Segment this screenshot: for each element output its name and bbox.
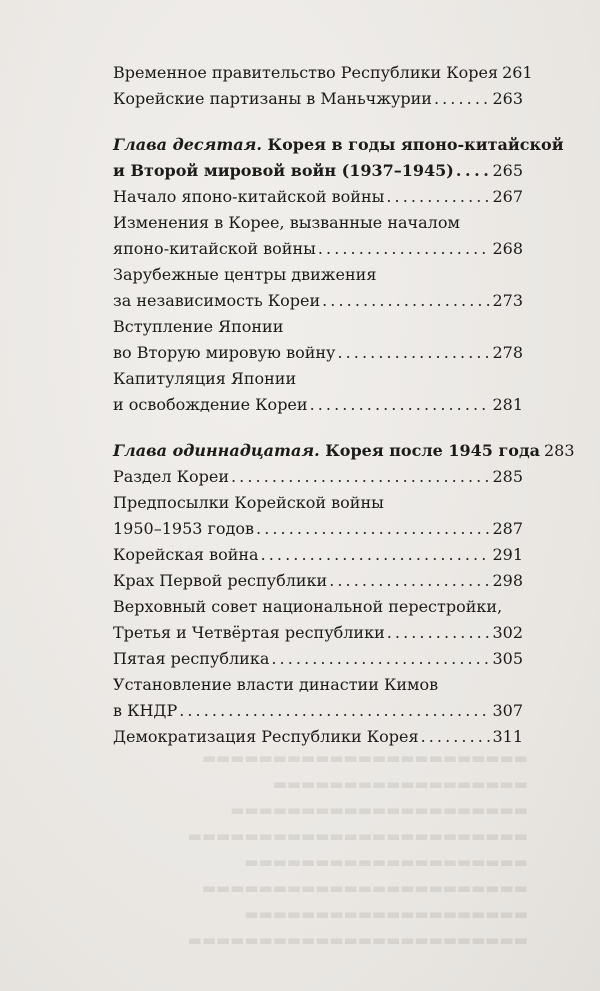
chapter-label: Глава одиннадцатая. [113,441,320,460]
toc-page-number: 311 [492,727,523,746]
toc-entry-title-cont: в КНДР [113,701,178,720]
toc-page-number: 305 [492,649,523,668]
leader-dots [386,184,490,210]
toc-entry[interactable] [113,184,523,210]
toc-entry-title: Начало японо-китайской войны [113,187,385,206]
toc-entry[interactable] [113,568,523,594]
leader-dots [318,236,491,262]
toc-entry[interactable] [113,672,523,724]
toc-page-number: 273 [492,291,523,310]
toc-entry-title: Зарубежные центры движения [113,265,377,284]
toc-entry-title: Корейские партизаны в Маньчжурии [113,89,432,108]
toc-entry-title-cont: Третья и Четвёртая республики [113,623,385,642]
toc-entry-title: Крах Первой республики [113,571,328,590]
leader-dots [256,516,490,542]
leader-dots [456,158,491,184]
bleed-through-texture: ▬▬▬▬▬▬▬▬▬▬▬▬▬▬▬▬▬▬▬▬▬▬▬ ▬▬▬▬▬▬▬▬▬▬▬▬▬▬▬▬▬▬ ▬▬▬▬▬▬▬▬▬▬▬▬▬▬▬▬▬▬▬▬▬ ▬▬▬▬▬▬▬▬▬▬▬▬▬▬▬▬▬▬▬▬▬▬▬▬ ▬▬▬▬▬▬▬▬▬▬▬▬▬▬▬▬▬▬▬▬ ▬▬▬▬▬▬▬▬▬▬▬▬▬▬▬▬▬▬▬▬▬▬▬ ▬▬▬▬▬▬▬▬▬▬▬▬▬▬▬▬▬▬▬▬ ▬▬▬▬▬▬▬▬▬▬▬▬▬▬▬▬▬▬▬▬▬▬▬▬ [187,749,528,949]
toc-page-number: 302 [492,623,523,642]
toc-entry-title-cont: и освобождение Кореи [113,395,308,414]
toc-entry[interactable] [113,594,523,646]
toc-entry-title: Вступление Японии [113,317,284,336]
toc-entry[interactable] [113,646,523,672]
leader-dots [271,646,490,672]
leader-dots [421,724,491,750]
chapter-title-cont: и Второй мировой войн (1937–1945) [113,161,454,180]
toc-entry-title-cont: за независимость Кореи [113,291,321,310]
toc-page-number: 278 [492,343,523,362]
leader-dots [231,464,490,490]
toc-entry-title: Демократизация Республики Корея [113,727,419,746]
leader-dots [329,568,490,594]
chapter-title: Корея в годы японо-китайской [267,135,564,154]
toc-page-number: 263 [492,89,523,108]
toc-entry[interactable] [113,210,523,262]
leader-dots [310,392,491,418]
toc-page-number: 285 [492,467,523,486]
toc-entry[interactable] [113,60,533,86]
toc-entry-title: Корейская война [113,545,259,564]
toc-entry-title-cont: во Вторую мировую войну [113,343,336,362]
toc-page-number: 298 [492,571,523,590]
toc-entry[interactable] [113,542,523,568]
toc-entry[interactable] [113,314,523,366]
toc-page-number: 261 [502,63,533,82]
toc-page-number: 281 [492,395,523,414]
toc-page-number: 291 [492,545,523,564]
toc-page-number: 307 [492,701,523,720]
toc-entry-title: Верховный совет национальной перестройки, [113,597,503,616]
toc-entry-title: Раздел Кореи [113,467,229,486]
toc-entry[interactable] [113,366,523,418]
toc-page-number: 283 [543,441,575,460]
chapter-title: Корея после 1945 года [325,441,540,460]
toc-page-number: 265 [492,161,523,180]
toc-entry-title: Временное правительство Республики Корея [113,63,499,82]
toc-entry[interactable] [113,262,523,314]
leader-dots [179,698,490,724]
toc-page-number: 287 [492,519,523,538]
leader-dots [261,542,491,568]
toc-entry-title: Пятая республика [113,649,270,668]
toc-entry-title: Установление власти династии Кимов [113,675,439,694]
toc-entry-title: Предпосылки Корейской войны [113,493,384,512]
leader-dots [434,86,491,112]
toc-chapter-heading[interactable] [113,132,564,184]
leader-dots [387,620,491,646]
toc-entry[interactable] [113,464,523,490]
toc-entry[interactable] [113,86,523,112]
toc-entry-title: Изменения в Корее, вызванные началом [113,213,460,232]
toc-entry-title-cont: японо-китайской войны [113,239,316,258]
toc-chapter-heading[interactable] [113,438,575,464]
leader-dots [337,340,490,366]
table-of-contents [113,60,575,750]
leader-dots [322,288,490,314]
toc-page-number: 267 [492,187,523,206]
toc-page-number: 268 [492,239,523,258]
toc-entry-title-cont: 1950–1953 годов [113,519,255,538]
toc-entry-title: Капитуляция Японии [113,369,297,388]
toc-entry[interactable] [113,724,523,750]
chapter-label: Глава десятая. [113,135,262,154]
toc-entry[interactable] [113,490,523,542]
